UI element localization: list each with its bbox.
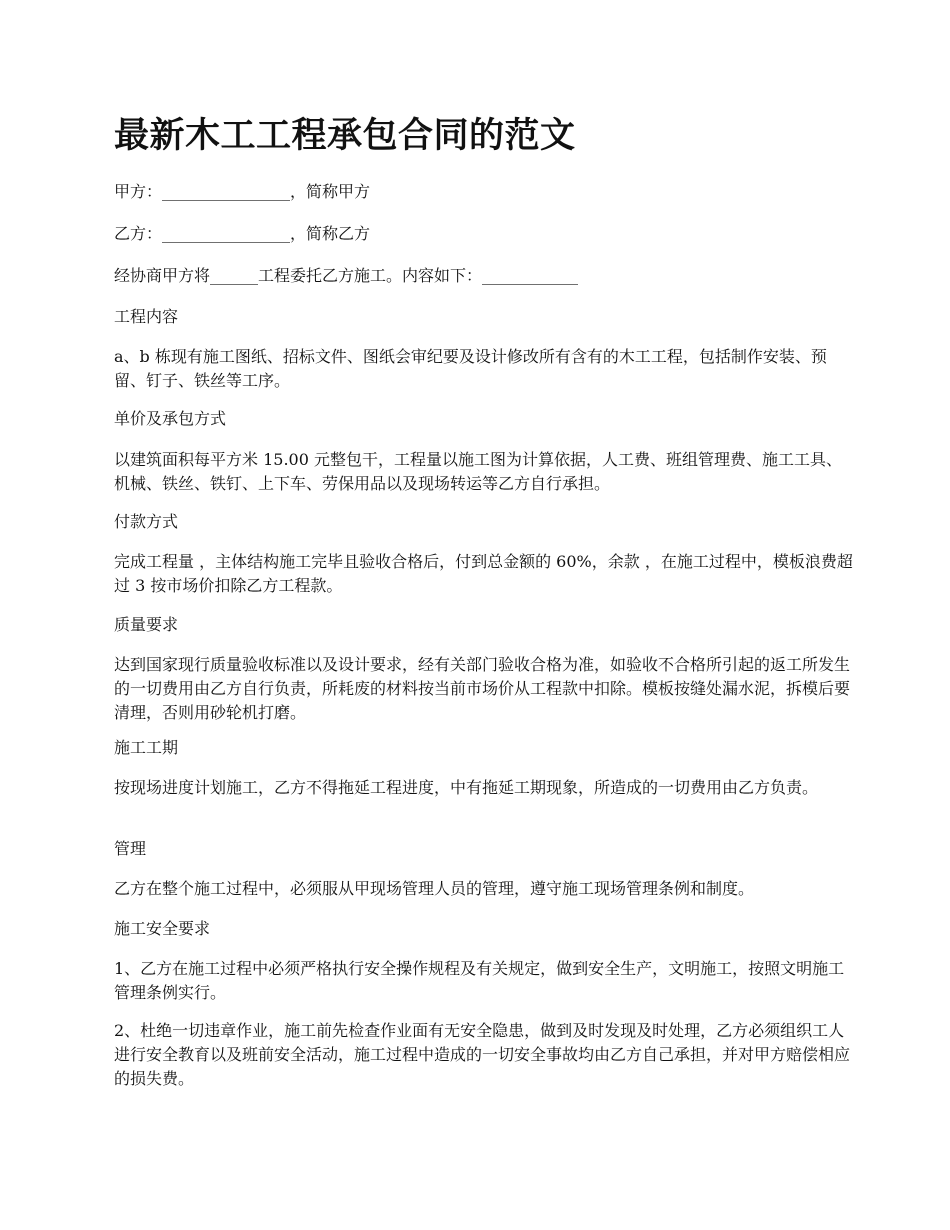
party-a-line: 甲方：________________，简称甲方 bbox=[114, 182, 371, 201]
section-heading-schedule: 施工工期 bbox=[114, 738, 179, 757]
section-heading-management: 管理 bbox=[114, 839, 147, 858]
agreement-intro: 经协商甲方将______工程委托乙方施工。内容如下：____________ bbox=[114, 266, 579, 285]
document-title: 最新木工工程承包合同的范文 bbox=[114, 116, 576, 156]
section-heading-safety: 施工安全要求 bbox=[114, 919, 211, 938]
payment-text: 完成工程量 ，主体结构施工完毕且验收合格后，付到总金额的 60%，余款 ，在施工过程中，模板浪费超过 3 按市场价扣除乙方工程款。 bbox=[114, 552, 853, 595]
party-b-line: 乙方：________________，简称乙方 bbox=[114, 224, 371, 243]
section-heading-quality: 质量要求 bbox=[114, 615, 179, 634]
management-text: 乙方在整个施工过程中，必须服从甲现场管理人员的管理，遵守施工现场管理条例和制度。 bbox=[114, 879, 755, 898]
safety-item-2: 2、杜绝一切违章作业，施工前先检查作业面有无安全隐患，做到及时发现及时处理，乙方必须组织工人进行安全教育以及班前安全活动，施工过程中造成的一切安全事故均由乙方自己承担，并对甲方赔偿相应的损失费。 bbox=[114, 1021, 851, 1088]
section-heading-price: 单价及承包方式 bbox=[114, 409, 227, 428]
price-text: 以建筑面积每平方米 15.00 元整包干，工程量以施工图为计算依据，人工费、班组管理费、施工工具、机械、铁丝、铁钉、上下车、劳保用品以及现场转运等乙方自行承担。 bbox=[114, 450, 842, 493]
schedule-text: 按现场进度计划施工，乙方不得拖延工程进度，中有拖延工期现象，所造成的一切费用由乙方负责。 bbox=[114, 778, 819, 797]
section-heading-payment: 付款方式 bbox=[114, 512, 179, 531]
scope-text: a、b 栋现有施工图纸、招标文件、图纸会审纪要及设计修改所有含有的木工工程，包括制作安装、预留、钉子、铁丝等工序。 bbox=[114, 347, 827, 390]
safety-item-1: 1、乙方在施工过程中必须严格执行安全操作规程及有关规定，做到安全生产，文明施工，按照文明施工管理条例实行。 bbox=[114, 959, 845, 1002]
section-heading-scope: 工程内容 bbox=[114, 307, 179, 326]
quality-text: 达到国家现行质量验收标准以及设计要求，经有关部门验收合格为准，如验收不合格所引起的返工所发生的一切费用由乙方自行负责，所耗废的材料按当前市场价从工程款中扣除。模板按缝处漏水泥，拆模后要清理，否则用砂轮机打磨。 bbox=[114, 655, 851, 722]
